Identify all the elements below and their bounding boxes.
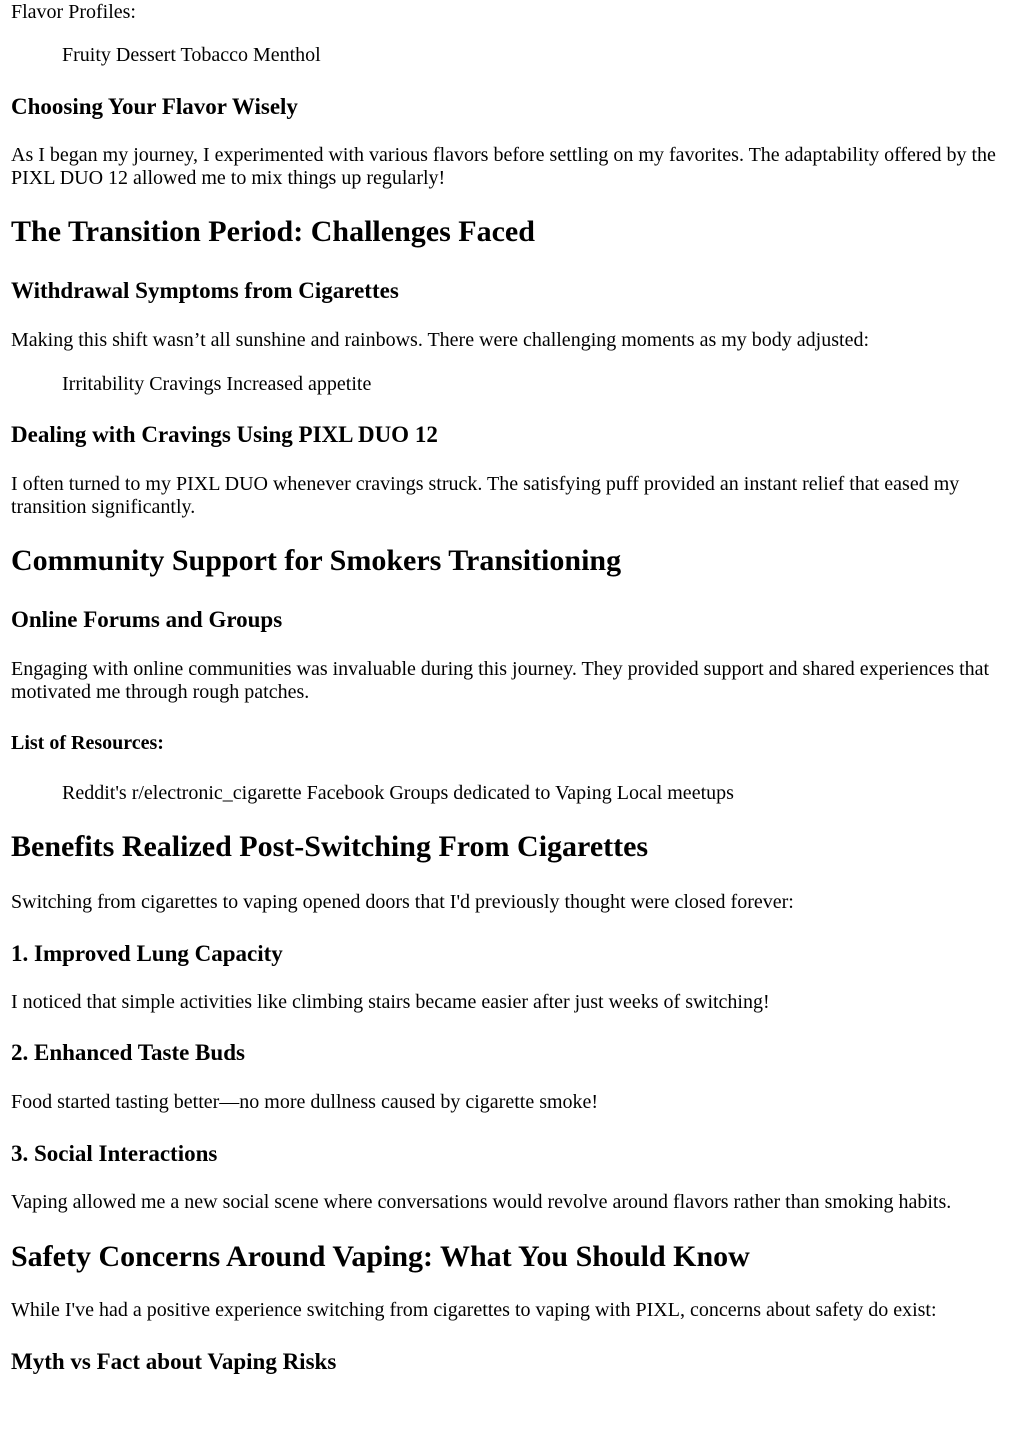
heading-social-interactions: 3. Social Interactions bbox=[11, 1141, 218, 1166]
paragraph-forums: Engaging with online communities was invaluable during this journey. They provided support and shared experiences that motivated me through rough patches. bbox=[11, 658, 990, 703]
paragraph-taste-buds: Food started tasting better—no more dullness caused by cigarette smoke! bbox=[11, 1091, 599, 1113]
withdrawal-list: Irritability Cravings Increased appetite bbox=[62, 373, 372, 395]
heading-community-support: Community Support for Smokers Transitioning bbox=[11, 544, 622, 577]
flavor-list: Fruity Dessert Tobacco Menthol bbox=[62, 44, 321, 66]
heading-resources: List of Resources: bbox=[11, 732, 164, 754]
heading-lung-capacity: 1. Improved Lung Capacity bbox=[11, 941, 283, 966]
heading-choosing-flavor: Choosing Your Flavor Wisely bbox=[11, 94, 298, 119]
heading-myth-vs-fact: Myth vs Fact about Vaping Risks bbox=[11, 1349, 337, 1374]
heading-dealing-cravings: Dealing with Cravings Using PIXL DUO 12 bbox=[11, 422, 438, 447]
paragraph-safety: While I've had a positive experience switching from cigarettes to vaping with PIXL, concerns about safety do exist: bbox=[11, 1299, 937, 1321]
heading-taste-buds: 2. Enhanced Taste Buds bbox=[11, 1040, 245, 1065]
resources-list: Reddit's r/electronic_cigarette Facebook Groups dedicated to Vaping Local meetups bbox=[62, 782, 734, 804]
heading-withdrawal-symptoms: Withdrawal Symptoms from Cigarettes bbox=[11, 278, 399, 303]
heading-safety-concerns: Safety Concerns Around Vaping: What You Should Know bbox=[11, 1240, 750, 1273]
flavor-profiles-label: Flavor Profiles: bbox=[11, 1, 136, 23]
paragraph-cravings: I often turned to my PIXL DUO whenever cravings struck. The satisfying puff provided an instant relief that eased my transition significantly. bbox=[11, 473, 960, 518]
paragraph-lung-capacity: I noticed that simple activities like climbing stairs became easier after just weeks of switching! bbox=[11, 991, 770, 1013]
paragraph-social-interactions: Vaping allowed me a new social scene where conversations would revolve around flavors rather than smoking habits. bbox=[11, 1191, 952, 1213]
heading-online-forums: Online Forums and Groups bbox=[11, 607, 283, 632]
paragraph-choosing-flavor: As I began my journey, I experimented with various flavors before settling on my favorites. The adaptability offered by the PIXL DUO 12 allowed me to mix things up regularly! bbox=[11, 144, 996, 189]
paragraph-benefits: Switching from cigarettes to vaping opened doors that I'd previously thought were closed forever: bbox=[11, 891, 794, 913]
heading-benefits: Benefits Realized Post-Switching From Cigarettes bbox=[11, 830, 649, 863]
paragraph-withdrawal: Making this shift wasn’t all sunshine and rainbows. There were challenging moments as my body adjusted: bbox=[11, 329, 869, 351]
heading-transition-period: The Transition Period: Challenges Faced bbox=[11, 215, 535, 248]
